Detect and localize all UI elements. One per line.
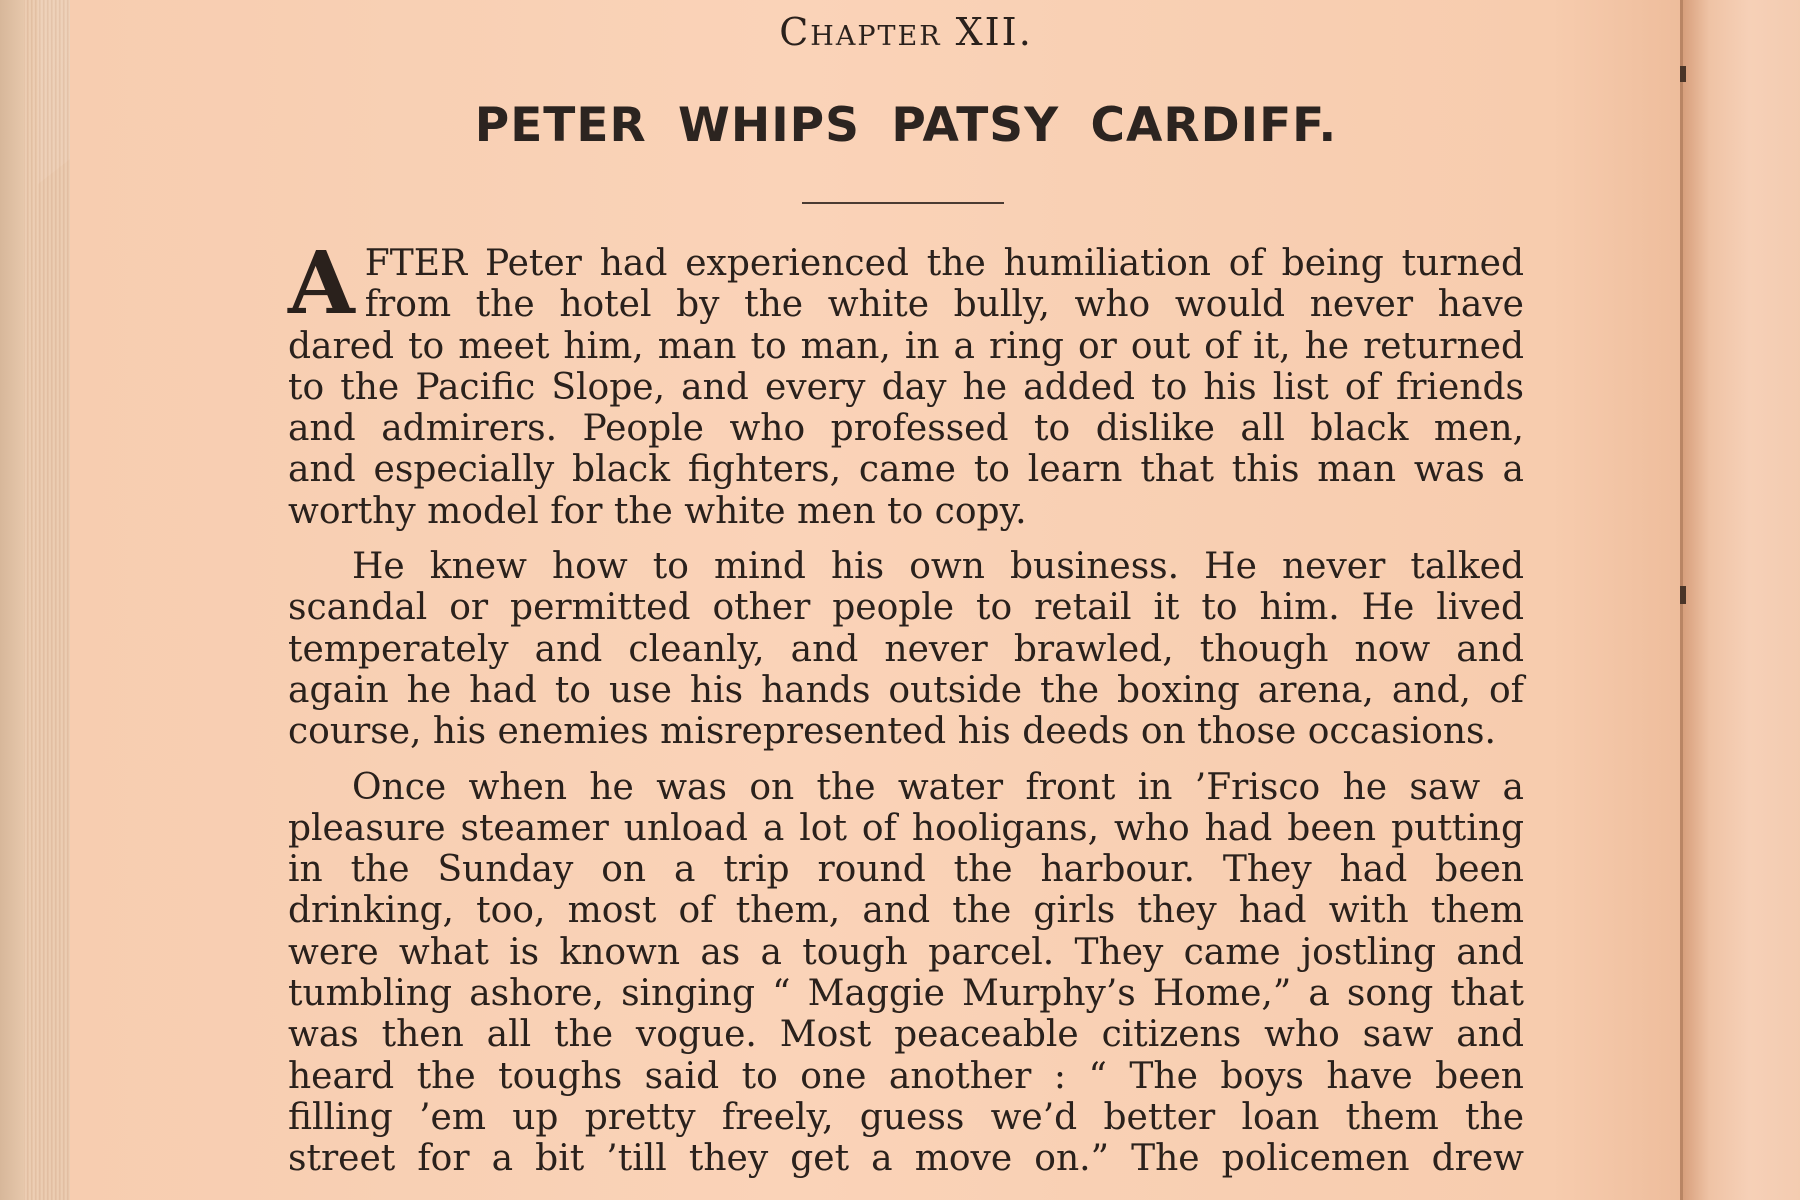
text-line: dared to meet him, man to man, in a ring or out of it, he returned <box>288 325 1524 367</box>
chapter-title: PETER WHIPS PATSY CARDIFF. <box>474 98 1338 153</box>
text-line: and admirers. People who professed to dislike all black men, <box>288 408 1524 450</box>
text-line: scandal or permitted other people to retail it to him. He lived <box>288 587 1524 629</box>
text-line: FTER Peter had experienced the humiliation of being turned <box>364 243 1524 284</box>
binding-mark <box>1680 66 1686 82</box>
text-line: pleasure steamer unload a lot of hooligans, who had been putting <box>288 807 1524 849</box>
binding-mark <box>1680 586 1686 604</box>
text-line: heard the toughs said to one another : “ The boys have been <box>288 1055 1524 1097</box>
text-line: were what is known as a tough parcel. They came jostling and <box>288 931 1524 973</box>
text-line: temperately and cleanly, and never brawled, though now and <box>288 628 1524 670</box>
paragraph <box>288 233 1524 532</box>
title-rule <box>802 202 1004 204</box>
text-line: in the Sunday on a trip round the harbour. They had been <box>288 849 1524 891</box>
text-line: tumbling ashore, singing “ Maggie Murphy’s Home,” a song that <box>288 973 1524 1015</box>
text-line: He knew how to mind his own business. He never talked <box>352 546 1524 588</box>
paragraph <box>288 767 1524 1180</box>
text-line: again he had to use his hands outside the boxing arena, and, of <box>288 669 1524 711</box>
text-line: worthy model for the white men to copy. <box>288 490 1027 532</box>
text-line: drinking, too, most of them, and the girls they had with them <box>288 890 1524 932</box>
text-line: was then all the vogue. Most peaceable citizens who saw and <box>288 1014 1524 1056</box>
text-line: to the Pacific Slope, and every day he added to his list of friends <box>288 366 1524 408</box>
body-text <box>288 233 1524 1180</box>
text-line: from the hotel by the white bully, who would never have <box>364 284 1524 326</box>
drop-cap: A <box>288 233 355 334</box>
text-line: course, his enemies misrepresented his deeds on those occasions. <box>288 711 1496 753</box>
facing-page <box>1680 0 1800 1200</box>
chapter-heading: Chapter XII. <box>779 10 1033 54</box>
text-line: filling ’em up pretty freely, guess we’d better loan them the <box>288 1096 1524 1138</box>
text-line: and especially black fighters, came to learn that this man was a <box>288 449 1524 491</box>
paragraph <box>288 546 1524 752</box>
text-line: street for a bit ’till they get a move on.” The policemen drew <box>288 1138 1524 1180</box>
text-line: Once when he was on the water front in ’Frisco he saw a <box>352 766 1524 808</box>
